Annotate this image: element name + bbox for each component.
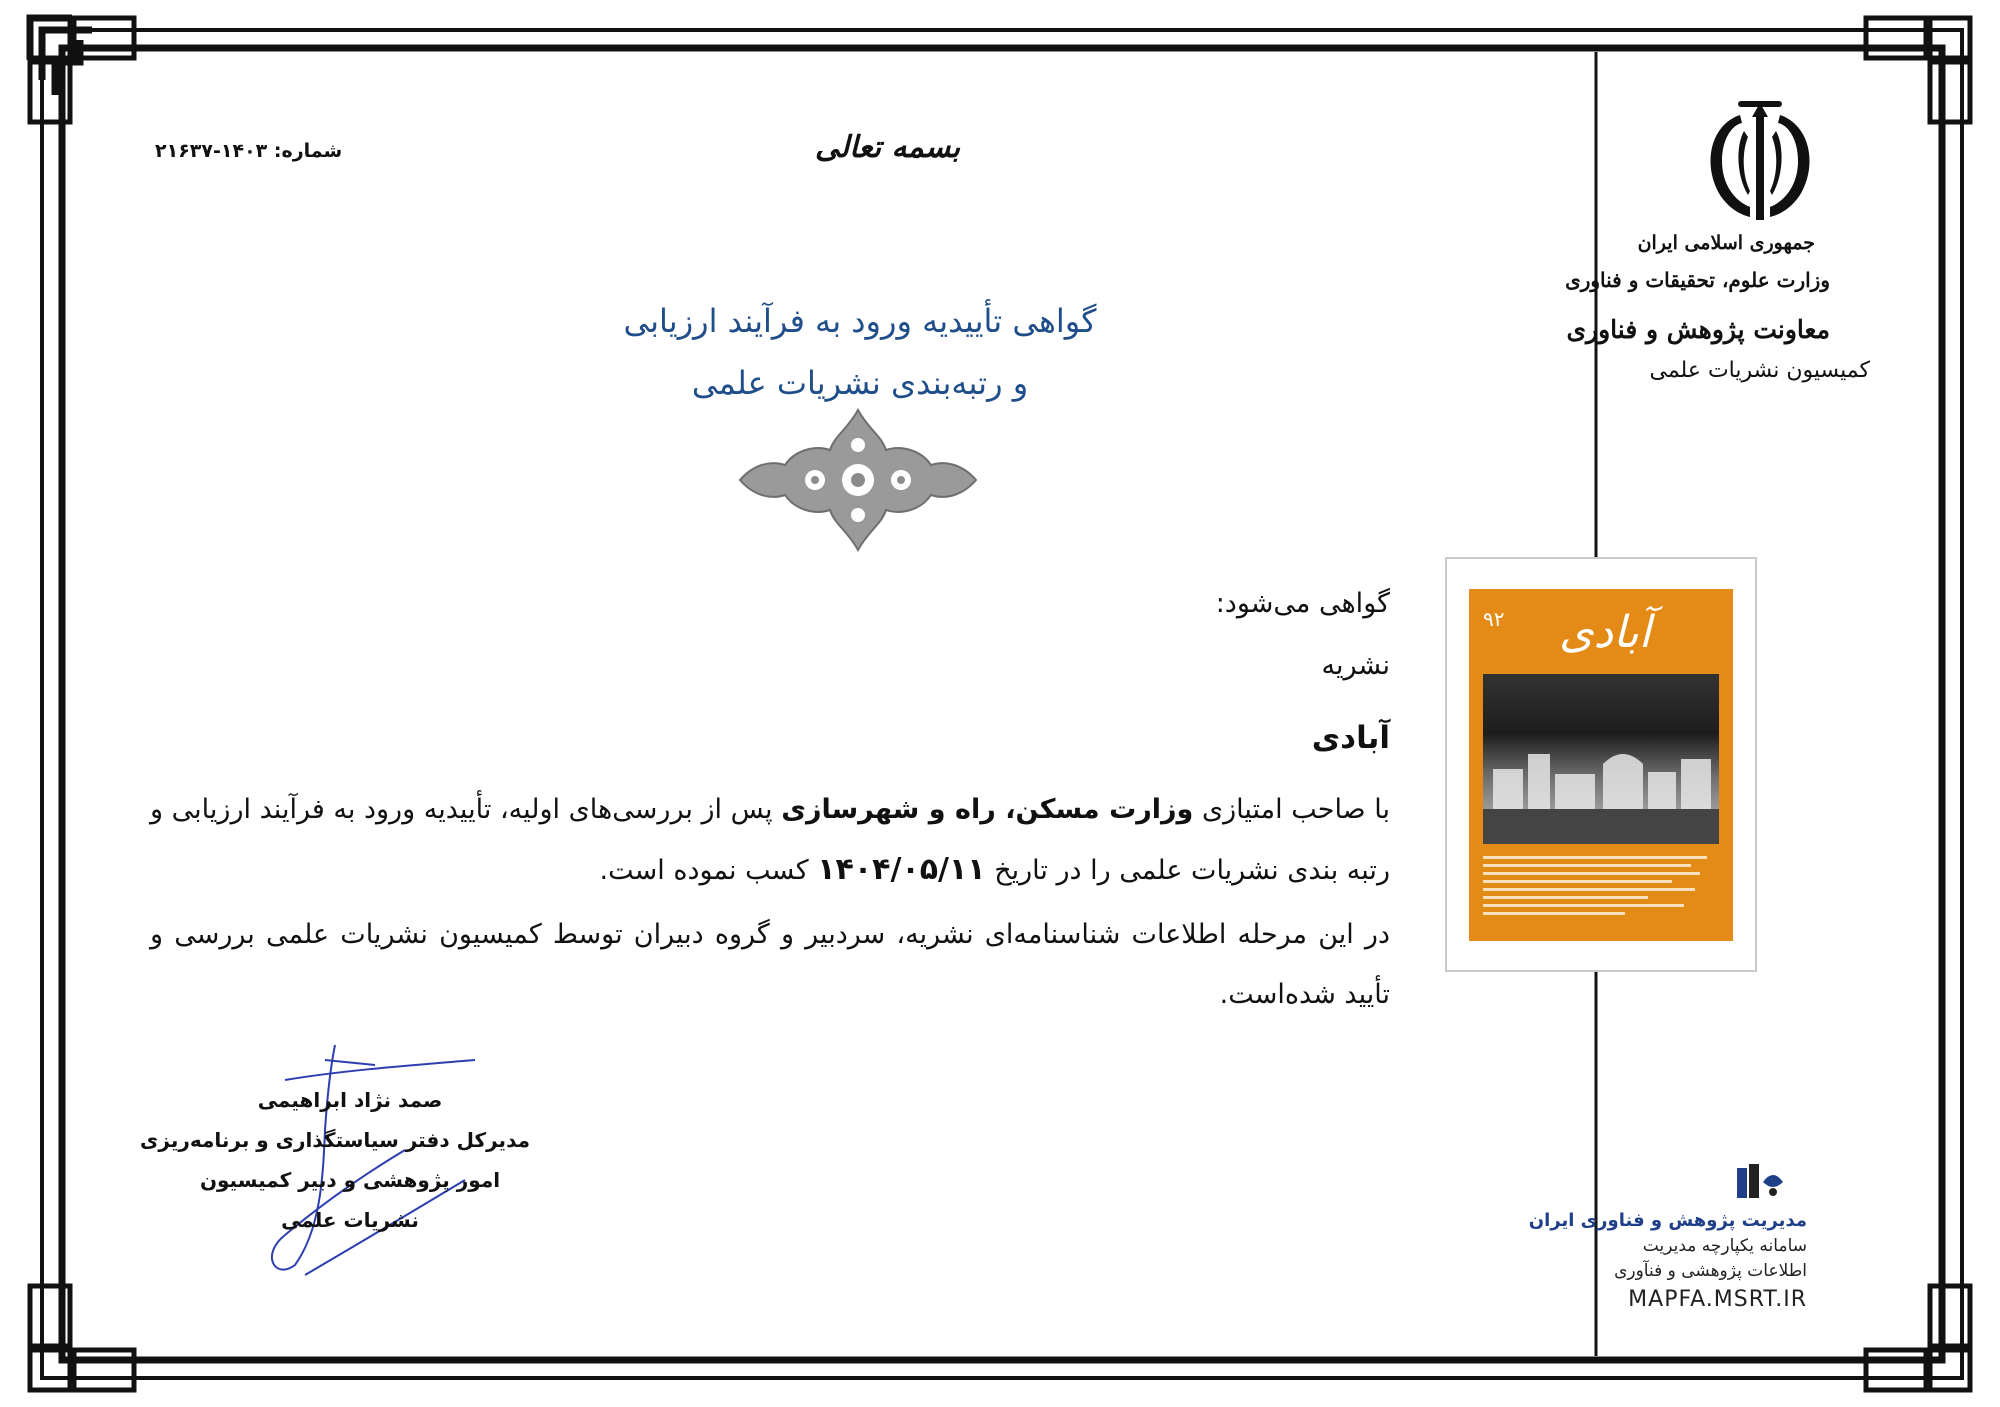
paragraph-review-text: در این مرحله اطلاعات شناسنامه‌ای نشریه، سردبیر و گروه دبیران توسط کمیسیون نشریات علمی بررسی و تأیید شده‌است. <box>150 919 1390 1010</box>
journal-owner: وزارت مسکن، راه و شهرسازی <box>781 794 1194 825</box>
mapfa-line2: اطلاعات پژوهشی و فنآوری <box>1614 1261 1807 1281</box>
gov-line-ministry: وزارت علوم، تحقیقات و فناوری <box>1565 268 1830 292</box>
gov-line-commission: کمیسیون نشریات علمی <box>1649 358 1870 383</box>
journal-cover <box>1469 589 1733 941</box>
paragraph-review <box>150 905 1390 1025</box>
signature-block <box>140 1080 530 1240</box>
signer-role-3: نشریات علمی <box>281 1208 419 1232</box>
cover-image <box>1483 674 1719 844</box>
signer-role-2: امور پژوهشی و دبیر کمیسیون <box>199 1168 501 1192</box>
document-number-label: شماره: <box>273 140 343 162</box>
mapfa-url[interactable]: MAPFA.MSRT.IR <box>1628 1287 1807 1312</box>
paragraph-approval <box>150 780 1390 901</box>
signer-name: صمد نژاد ابراهیمی <box>257 1088 443 1112</box>
gov-line-republic: جمهوری اسلامی ایران <box>1637 232 1815 254</box>
certificate-title <box>540 290 1180 414</box>
certifies-label: گواهی می‌شود: <box>1215 588 1390 619</box>
mapfa-logo-icon <box>1735 1162 1787 1202</box>
besm-heading: بسمه تعالی <box>815 130 961 165</box>
certificate-title-line1: گواهی تأییدیه ورود به فرآیند ارزیابی <box>623 302 1097 340</box>
cover-title: آبادی <box>1559 607 1651 658</box>
ornament-icon <box>735 405 981 555</box>
paragraph-approval-end: کسب نموده است. <box>599 855 809 886</box>
document-number-value: ۱۴۰۳-۲۱۶۳۷ <box>155 140 268 162</box>
certificate-title-line2: و رتبه‌بندی نشریات علمی <box>691 364 1029 402</box>
paragraph-approval-intro: با صاحب امتیازی <box>1201 794 1390 825</box>
cover-issue-number: ۹۲ <box>1483 607 1505 631</box>
iran-emblem-icon <box>1680 95 1840 235</box>
mapfa-line1: سامانه یکپارچه مدیریت <box>1642 1236 1807 1256</box>
journal-cover-card <box>1445 557 1757 972</box>
journal-name: آبادی <box>1311 720 1390 756</box>
cover-contents-lines <box>1483 851 1719 915</box>
paragraph-approval-middle: پس از بررسی‌های اولیه، تأییدیه ورود به فرآیند ارزیابی و رتبه بندی نشریات علمی را در تاریخ <box>150 794 1390 886</box>
gov-line-deputy: معاونت پژوهش و فناوری <box>1566 315 1830 344</box>
journal-label: نشریه <box>1321 650 1390 681</box>
approval-date: ۱۴۰۴/۰۵/۱۱ <box>817 852 986 887</box>
cover-city-illustration <box>1483 674 1719 844</box>
mapfa-name: مدیریت پژوهش و فناوری ایران <box>1528 1210 1807 1231</box>
document-number <box>155 140 342 162</box>
signer-role-1: مدیرکل دفتر سیاستگذاری و برنامه‌ریزی <box>140 1128 530 1152</box>
